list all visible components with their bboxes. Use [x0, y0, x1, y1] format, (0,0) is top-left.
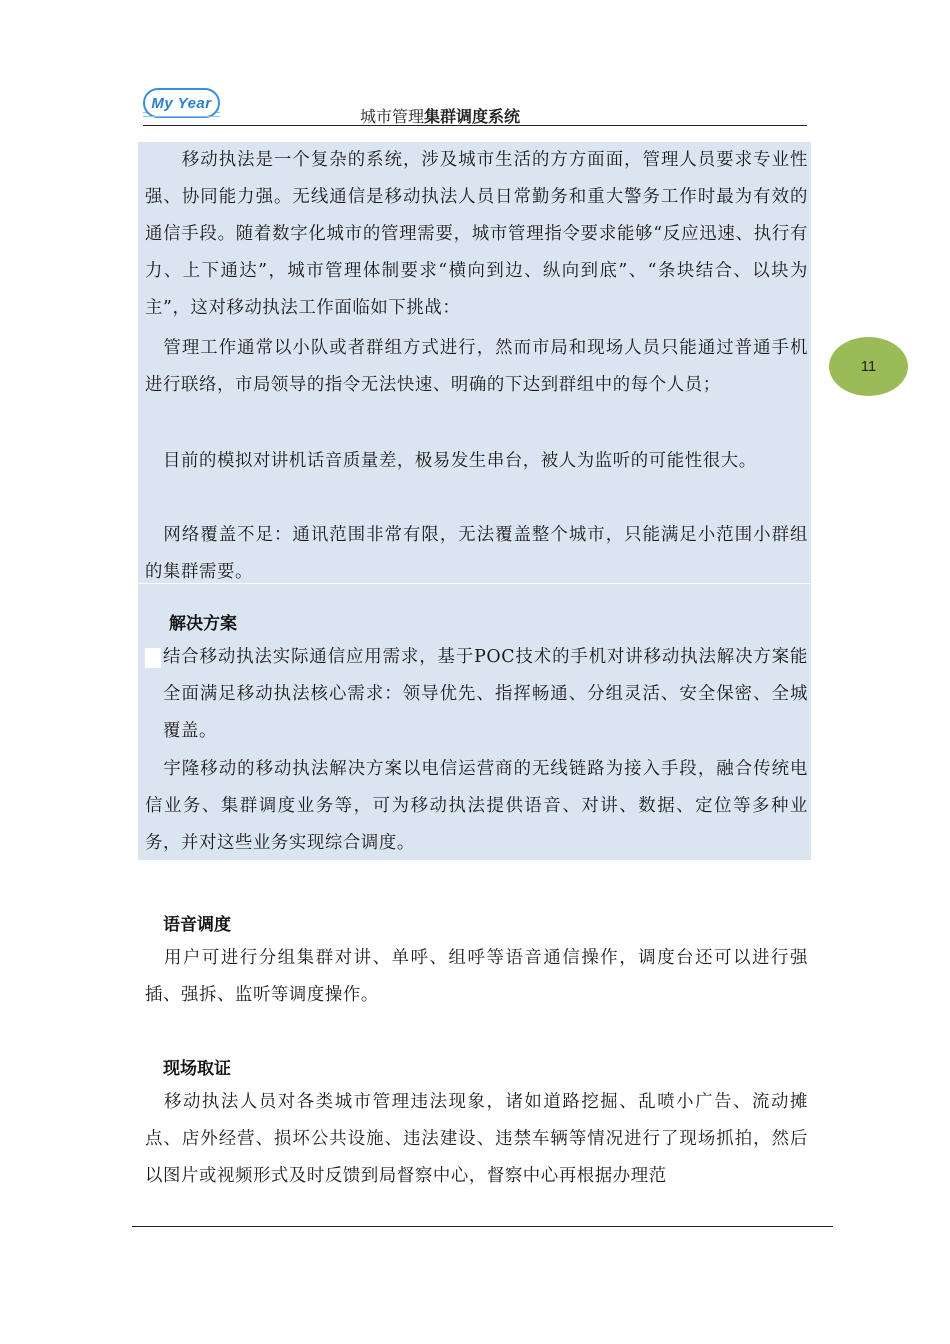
solution-paragraph-poc: 结合移动执法实际通信应用需求，基于POC技术的手机对讲移动执法解决方案能全面满足移动执法核心需求：领导优先、指挥畅通、分组灵活、安全保密、全城覆盖。	[163, 647, 808, 741]
challenge-paragraph-group: 管理工作通常以小队或者群组方式进行，然而市局和现场人员只能通过普通手机进行联络，市局领导的指令无法快速、明确的下达到群组中的每个人员；	[145, 338, 808, 395]
footer-divider	[132, 1226, 833, 1227]
logo-wave-line	[143, 116, 220, 117]
company-logo	[143, 88, 220, 118]
voice-dispatch-paragraph: 用户可进行分组集群对讲、单呼、组呼等语音通信操作，调度台还可以进行强插、强拆、监听等调度操作。	[145, 948, 808, 1005]
solution-marker	[145, 648, 161, 668]
solution-paragraph-yulong: 宇隆移动的移动执法解决方案以电信运营商的无线链路为接入手段，融合传统电信业务、集群调度业务等，可为移动执法提供语音、对讲、数据、定位等多种业务，并对这些业务实现综合调度。	[145, 759, 808, 853]
header-title-normal: 城市管理	[360, 107, 425, 126]
voice-dispatch-heading: 语音调度	[163, 915, 231, 935]
page-number: 11	[860, 358, 877, 375]
header-divider	[143, 125, 807, 126]
challenge-paragraph-intro: 移动执法是一个复杂的系统，涉及城市生活的方方面面，管理人员要求专业性强、协同能力强。无线通信是移动执法人员日常勤务和重大警务工作时最为有效的通信手段。随着数字化城市的管理需要，城市管理指令要求能够“反应迅速、执行有力、上下通达”，城市管理体制要求“横向到边、纵向到底”、“条块结合、以块为主”，这对移动执法工作面临如下挑战：	[145, 150, 809, 318]
challenge-paragraph-coverage: 网络覆盖不足：通讯范围非常有限，无法覆盖整个城市，只能满足小范围小群组的集群需要。	[145, 525, 808, 582]
page-header-title	[360, 104, 520, 127]
evidence-heading: 现场取证	[163, 1059, 231, 1079]
solution-heading: 解决方案	[169, 614, 237, 634]
page-number-badge	[829, 337, 908, 396]
logo-text: My Year	[151, 94, 212, 112]
header-title-bold: 集群调度系统	[424, 107, 521, 126]
evidence-paragraph: 移动执法人员对各类城市管理违法现象，诸如道路挖掘、乱喷小广告、流动摊点、店外经营、损坏公共设施、违法建设、违禁车辆等情况进行了现场抓拍，然后以图片或视频形式及时反馈到局督察中心，督察中心再根据办理范	[145, 1092, 808, 1186]
challenge-paragraph-quality: 目前的模拟对讲机话音质量差，极易发生串台，被人为监听的可能性很大。	[145, 451, 757, 471]
